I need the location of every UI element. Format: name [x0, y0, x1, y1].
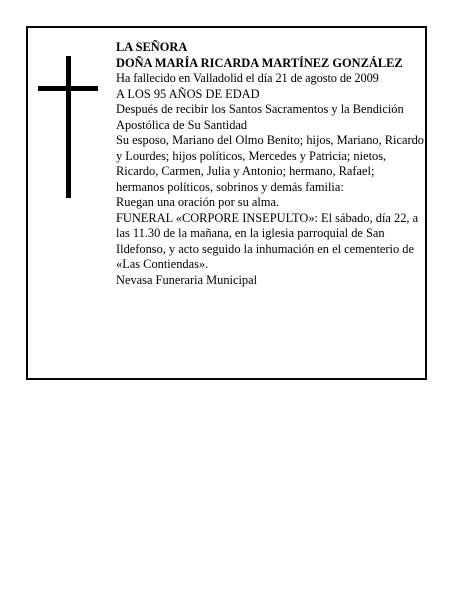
heading-title: LA SEÑORA [116, 40, 188, 54]
notice-body [116, 40, 424, 288]
funeral-home: Nevasa Funeraria Municipal [116, 272, 258, 287]
age-statement: A LOS 95 AÑOS DE EDAD [116, 86, 260, 101]
obituary-notice [26, 26, 427, 380]
cross-horizontal-bar [38, 86, 98, 91]
family-list: Su esposo, Mariano del Olmo Benito; hijos, Mariano, Ricardo y Lourdes; hijos políticos, Mercedes y Patricia; nietos, Ricardo, Carmen, Julia y Antonio; hermano, Rafael; hermanos políticos, sobrinos y demás familia: [116, 133, 425, 194]
cross-icon [38, 56, 98, 198]
deceased-name: DOÑA MARÍA RICARDA MARTÍNEZ GONZÁLEZ [116, 55, 403, 70]
funeral-details: FUNERAL «CORPORE INSEPULTO»: El sábado, día 22, a las 11.30 de la mañana, en la iglesia parroquial de San Ildefonso, y acto seguido la inhumación en el cementerio de «Las Contiendas». [116, 210, 419, 271]
sacraments-statement: Después de recibir los Santos Sacramentos y la Bendición Apostólica de Su Santidad [116, 102, 404, 132]
prayer-request: Ruegan una oración por su alma. [116, 195, 280, 209]
cross-vertical-bar [66, 56, 71, 198]
death-statement: Ha fallecido en Valladolid el día 21 de agosto de 2009 [116, 71, 379, 85]
